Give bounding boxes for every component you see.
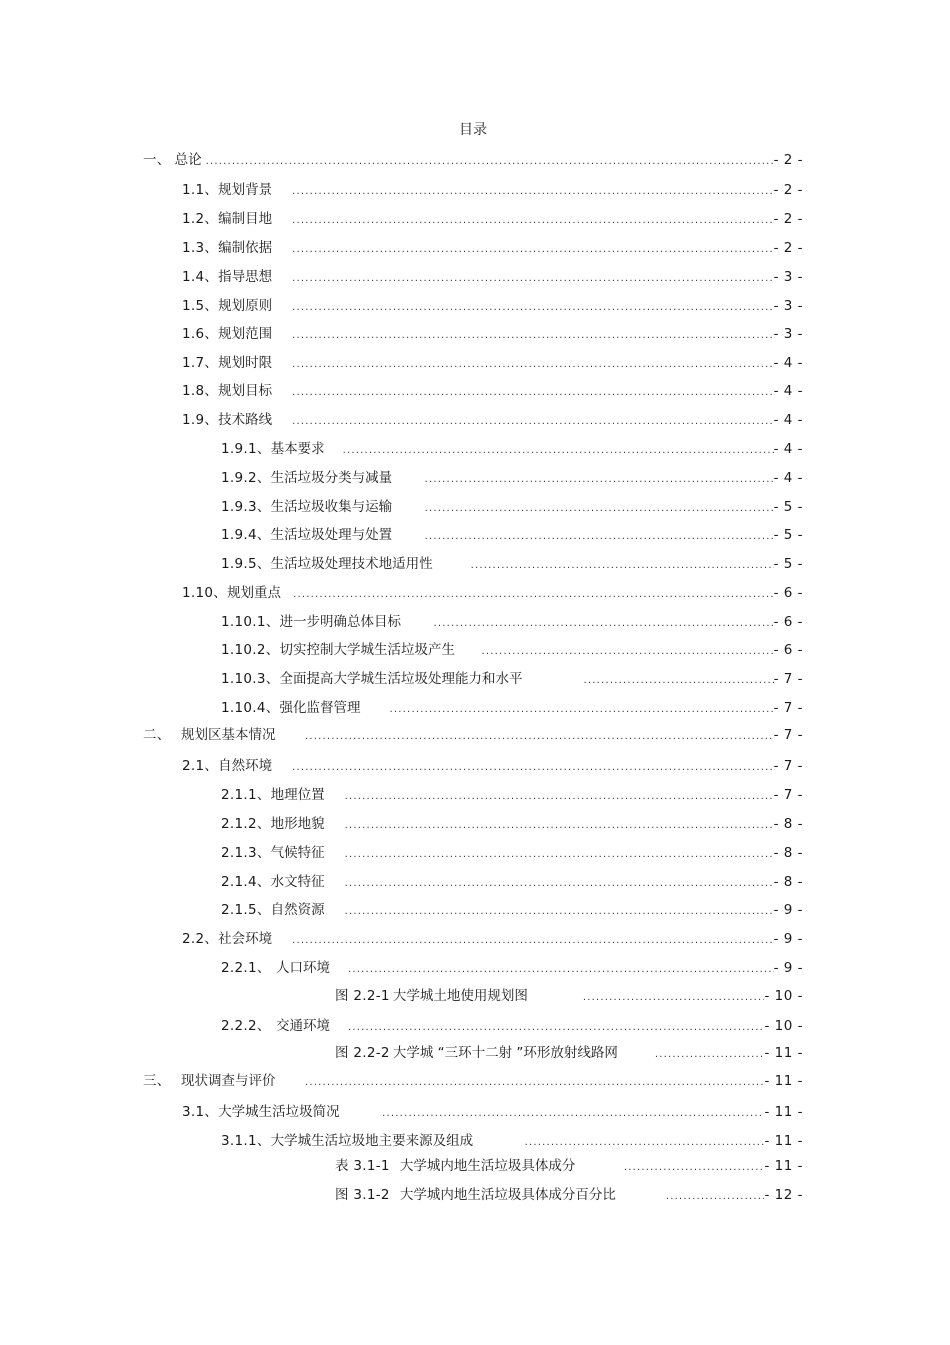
toc-entry[interactable] — [221, 1016, 803, 1036]
entry-title: 规划范围 — [218, 326, 273, 342]
entry-page-number: - 11 - — [764, 1133, 803, 1149]
entry-number: 1.9.4、 — [221, 527, 271, 543]
entry-title: 交通环境 — [276, 1018, 330, 1034]
entry-title: 气候特征 — [270, 845, 325, 861]
toc-entry[interactable] — [182, 583, 803, 603]
entry-title: 进一步明确总体目标 — [279, 614, 402, 630]
entry-number: 2.1.1、 — [221, 787, 271, 803]
entry-number: 2.1.2、 — [221, 816, 271, 832]
entry-title: 大学城生活垃圾简况 — [218, 1104, 340, 1120]
entry-page-number: - 7 - — [773, 700, 803, 716]
entry-title: 地形地貌 — [270, 816, 325, 832]
entry-title: 地理位置 — [270, 787, 325, 803]
leader-dots — [288, 931, 773, 951]
entry-page-number: - 4 - — [773, 470, 803, 486]
toc-entry[interactable] — [221, 843, 803, 863]
leader-dots — [430, 614, 774, 634]
entry-number: 1.10.2、 — [221, 642, 280, 658]
leader-dots — [478, 642, 774, 662]
leader-dots — [651, 1045, 765, 1065]
entry-number: 1.9.2、 — [221, 470, 271, 486]
entry-title: 大学城生活垃圾地主要来源及组成 — [270, 1133, 474, 1149]
entry-title: 编制目地 — [218, 211, 273, 227]
entry-number: 1.9.1、 — [221, 441, 271, 457]
entry-number: 1.9、 — [182, 412, 219, 428]
entry-title: 规划原则 — [218, 298, 273, 314]
entry-number: 1.10、 — [182, 585, 228, 601]
leader-dots — [288, 182, 773, 202]
entry-page-number: - 2 - — [773, 211, 803, 227]
toc-entry[interactable] — [182, 180, 803, 200]
entry-page-number: - 3 - — [773, 269, 803, 285]
leader-dots — [339, 441, 774, 461]
toc-entry[interactable] — [221, 525, 803, 545]
leader-dots — [341, 874, 774, 894]
entry-number: 3.1.1、 — [221, 1133, 271, 1149]
toc-entry[interactable] — [221, 669, 803, 689]
entry-page-number: - 5 - — [773, 556, 803, 572]
entry-title: 规划时限 — [218, 355, 273, 371]
entry-page-number: - 3 - — [773, 326, 803, 342]
toc-entry[interactable] — [182, 756, 803, 776]
entry-title: 规划区基本情况 — [181, 727, 276, 743]
entry-number: 2.1、 — [182, 758, 219, 774]
leader-dots — [421, 470, 774, 490]
entry-number: 2.2.1、 — [221, 960, 271, 976]
entry-page-number: - 6 - — [773, 585, 803, 601]
page-title: 目录 — [459, 122, 487, 138]
toc-entry[interactable] — [221, 468, 803, 488]
leader-dots — [288, 383, 773, 403]
leader-dots — [341, 787, 774, 807]
entry-page-number: - 7 - — [773, 727, 803, 743]
leader-dots — [341, 902, 774, 922]
entry-number: 1.9.3、 — [221, 499, 271, 515]
toc-entry[interactable] — [221, 439, 803, 459]
entry-page-number: - 9 - — [773, 960, 803, 976]
entry-page-number: - 4 - — [773, 412, 803, 428]
entry-page-number: - 4 - — [773, 355, 803, 371]
entry-number: 图 2.2-2 — [335, 1045, 390, 1061]
entry-title: 总论 — [174, 152, 202, 168]
leader-dots — [288, 355, 773, 375]
entry-number: 1.3、 — [182, 240, 219, 256]
entry-page-number: - 4 - — [773, 441, 803, 457]
entry-page-number: - 11 - — [764, 1158, 803, 1174]
toc-entry[interactable] — [221, 872, 803, 892]
entry-number: 三、 — [143, 1073, 171, 1089]
entry-title: 自然环境 — [218, 758, 273, 774]
entry-number: 1.5、 — [182, 298, 219, 314]
toc-entry[interactable] — [182, 209, 803, 229]
leader-dots — [202, 152, 774, 172]
entry-number: 2.2、 — [182, 931, 219, 947]
entry-page-number: - 10 - — [764, 1018, 803, 1034]
entry-page-number: - 5 - — [773, 499, 803, 515]
leader-dots — [378, 1104, 764, 1124]
entry-page-number: - 11 - — [764, 1045, 803, 1061]
leader-dots — [288, 211, 773, 231]
leader-dots — [386, 700, 774, 720]
toc-entry[interactable] — [221, 640, 803, 660]
entry-page-number: - 11 - — [764, 1104, 803, 1120]
entry-page-number: - 8 - — [773, 874, 803, 890]
toc-entry[interactable] — [182, 381, 803, 401]
entry-number: 1.7、 — [182, 355, 219, 371]
entry-page-number: - 8 - — [773, 845, 803, 861]
entry-number: 表 3.1-1 — [335, 1158, 390, 1174]
leader-dots — [288, 758, 773, 778]
entry-number: 2.1.4、 — [221, 874, 271, 890]
leader-dots — [341, 845, 774, 865]
toc-entry[interactable] — [182, 410, 803, 430]
entry-title: 技术路线 — [218, 412, 273, 428]
entry-number: 1.1、 — [182, 182, 219, 198]
entry-number: 图 3.1-2 — [335, 1187, 390, 1203]
toc-entry[interactable] — [143, 1071, 803, 1091]
toc-entry[interactable] — [143, 150, 803, 170]
toc-entry[interactable] — [335, 1185, 803, 1205]
entry-title: 规划背景 — [218, 182, 273, 198]
entry-title: 规划目标 — [218, 383, 273, 399]
entry-page-number: - 12 - — [764, 1187, 803, 1203]
toc-entry[interactable] — [221, 814, 803, 834]
entry-number: 1.2、 — [182, 211, 219, 227]
entry-number: 1.10.4、 — [221, 700, 280, 716]
entry-title: 水文特征 — [270, 874, 325, 890]
toc-entry[interactable] — [221, 612, 803, 632]
toc-entry[interactable] — [335, 986, 803, 1006]
leader-dots — [288, 412, 773, 432]
leader-dots — [288, 298, 773, 318]
entry-page-number: - 11 - — [764, 1073, 803, 1089]
entry-page-number: - 9 - — [773, 902, 803, 918]
toc-entry[interactable] — [221, 958, 803, 978]
leader-dots — [301, 1073, 764, 1093]
entry-title: 大学城 “三环十二射 ”环形放射线路网 — [392, 1045, 618, 1061]
leader-dots — [288, 269, 773, 289]
entry-title: 生活垃圾处理与处置 — [270, 527, 393, 543]
entry-page-number: - 10 - — [764, 988, 803, 1004]
leader-dots — [344, 960, 774, 980]
entry-title: 人口环境 — [276, 960, 330, 976]
leader-dots — [662, 1187, 765, 1207]
leader-dots — [467, 556, 774, 576]
leader-dots — [341, 816, 774, 836]
entry-title: 切实控制大学城生活垃圾产生 — [279, 642, 456, 658]
leader-dots — [344, 1018, 764, 1038]
leader-dots — [620, 1158, 765, 1178]
entry-title: 大学城内地生活垃圾具体成分 — [399, 1158, 576, 1174]
toc-entry[interactable] — [143, 725, 803, 745]
leader-dots — [521, 1133, 765, 1153]
entry-number: 2.1.3、 — [221, 845, 271, 861]
entry-number: 1.10.3、 — [221, 671, 280, 687]
entry-page-number: - 2 - — [773, 240, 803, 256]
entry-number: 一、 — [143, 152, 171, 168]
entry-title: 生活垃圾处理技术地适用性 — [270, 556, 433, 572]
toc-entry[interactable] — [182, 929, 803, 949]
entry-title: 大学城内地生活垃圾具体成分百分比 — [399, 1187, 616, 1203]
entry-page-number: - 2 - — [773, 152, 803, 168]
entry-page-number: - 9 - — [773, 931, 803, 947]
toc-entry[interactable] — [182, 238, 803, 258]
toc-entry[interactable] — [182, 353, 803, 373]
entry-number: 二、 — [143, 727, 171, 743]
toc-entry[interactable] — [182, 324, 803, 344]
toc-entry[interactable] — [221, 785, 803, 805]
entry-page-number: - 6 - — [773, 614, 803, 630]
entry-page-number: - 7 - — [773, 671, 803, 687]
entry-page-number: - 7 - — [773, 758, 803, 774]
entry-page-number: - 2 - — [773, 182, 803, 198]
entry-number: 1.9.5、 — [221, 556, 271, 572]
toc-entry[interactable] — [221, 698, 803, 718]
toc-entry[interactable] — [182, 267, 803, 287]
toc-entry[interactable] — [221, 497, 803, 517]
toc-entry[interactable] — [221, 1131, 803, 1151]
entry-title: 社会环境 — [218, 931, 273, 947]
entry-title: 全面提高大学城生活垃圾处理能力和水平 — [279, 671, 523, 687]
entry-page-number: - 7 - — [773, 787, 803, 803]
leader-dots — [580, 671, 774, 691]
leader-dots — [289, 585, 774, 605]
entry-number: 1.10.1、 — [221, 614, 280, 630]
toc-entry[interactable] — [182, 296, 803, 316]
toc-entry[interactable] — [182, 1102, 803, 1122]
leader-dots — [288, 326, 773, 346]
leader-dots — [288, 240, 773, 260]
entry-number: 1.4、 — [182, 269, 219, 285]
entry-page-number: - 4 - — [773, 383, 803, 399]
entry-number: 2.1.5、 — [221, 902, 271, 918]
entry-number: 1.8、 — [182, 383, 219, 399]
entry-page-number: - 8 - — [773, 816, 803, 832]
entry-title: 强化监督管理 — [279, 700, 361, 716]
entry-title: 生活垃圾分类与减量 — [270, 470, 393, 486]
entry-page-number: - 3 - — [773, 298, 803, 314]
entry-title: 现状调查与评价 — [181, 1073, 276, 1089]
leader-dots — [301, 727, 774, 747]
entry-title: 规划重点 — [227, 585, 282, 601]
toc-entry[interactable] — [335, 1156, 803, 1176]
entry-title: 编制依据 — [218, 240, 273, 256]
entry-number: 3.1、 — [182, 1104, 219, 1120]
leader-dots — [421, 527, 774, 547]
toc-entry[interactable] — [335, 1043, 803, 1063]
entry-title: 生活垃圾收集与运输 — [270, 499, 393, 515]
entry-title: 自然资源 — [270, 902, 325, 918]
leader-dots — [579, 988, 765, 1008]
entry-title: 基本要求 — [270, 441, 325, 457]
entry-page-number: - 6 - — [773, 642, 803, 658]
entry-number: 1.6、 — [182, 326, 219, 342]
toc-entry[interactable] — [221, 900, 803, 920]
entry-page-number: - 5 - — [773, 527, 803, 543]
entry-number: 图 2.2-1 — [335, 988, 390, 1004]
entry-title: 指导思想 — [218, 269, 273, 285]
leader-dots — [421, 499, 774, 519]
toc-entry[interactable] — [221, 554, 803, 574]
entry-number: 2.2.2、 — [221, 1018, 271, 1034]
entry-title: 大学城土地使用规划图 — [392, 988, 528, 1004]
